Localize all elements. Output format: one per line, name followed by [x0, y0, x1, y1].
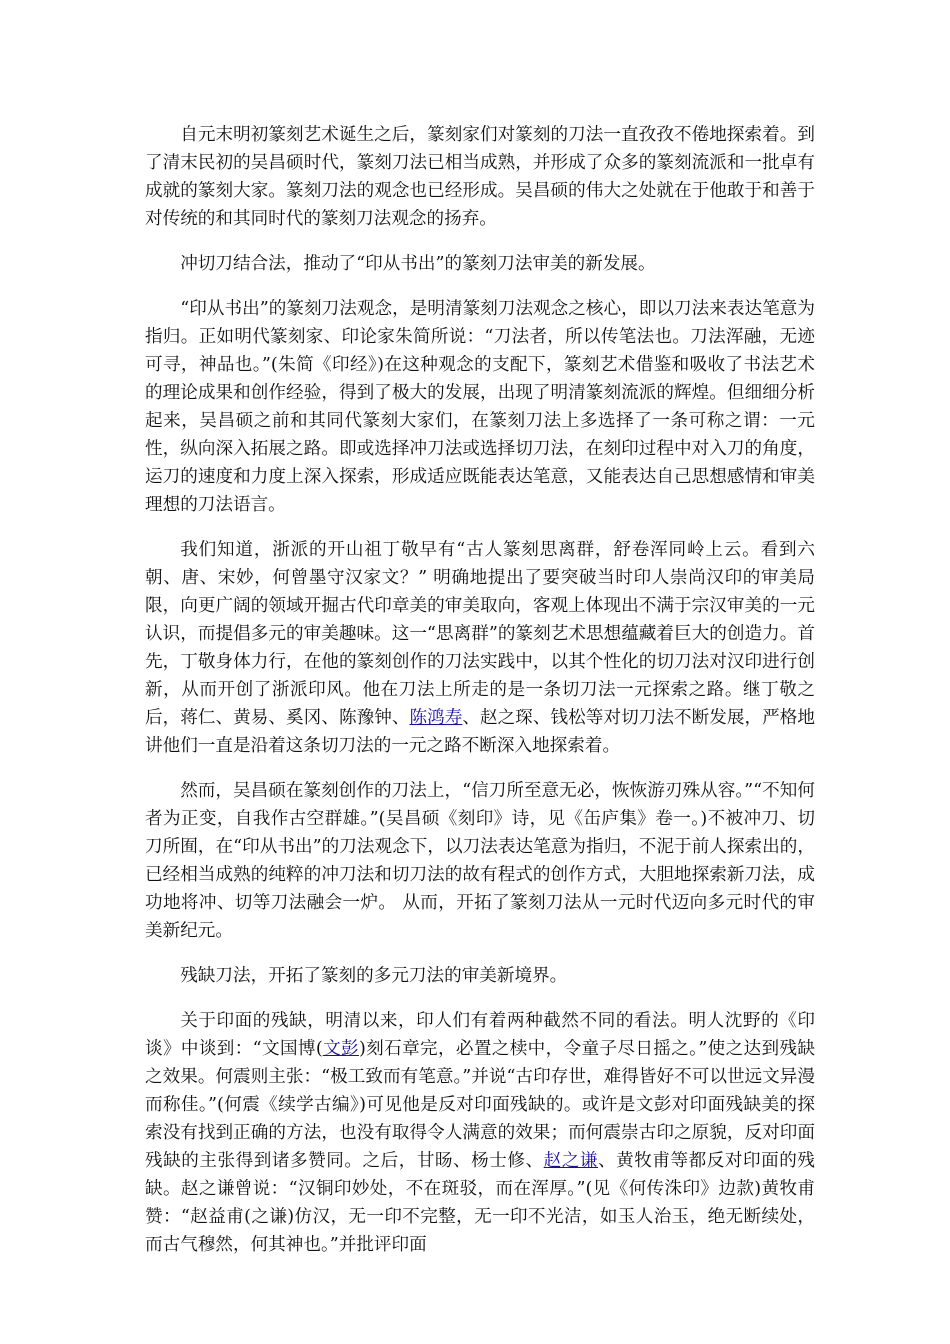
paragraph: [145, 250, 815, 278]
paragraph-text: 、赵之琛、钱松等对切刀法不断发展，严格地讲他们一直是沿着这条切刀法的一元之路不断深入地探索着。: [145, 708, 815, 756]
paragraph-text: 、黄牧甫等都反对印面的残缺。赵之谦曾说：“汉铜印妙处，不在斑驳，而在浑厚。”(见《何传洙印》边款)黄牧甫赞：“赵益甫(之谦)仿汉，无一印不完整，无一印不光洁，如玉人治玉，绝无断续处，而古气穆然，何其神也。”并批评印面: [145, 1151, 815, 1255]
paragraph-text: 我们知道，浙派的开山祖丁敬早有“古人篆刻思离群，舒卷浑同岭上云。看到六朝、唐、宋妙，何曾墨守汉家文？” 明确地提出了要突破当时印人崇尚汉印的审美局限，向更广阔的领域开掘古代印章美的审美取向，客观上体现出不满于宗汉审美的一元认识，而提倡多元的审美趣味。这一“思离群”的篆刻艺术思想蕴藏着巨大的创造力。首先，丁敬身体力行，在他的篆刻创作的刀法实践中，以其个性化的切刀法对汉印进行创新，从而开创了浙派印风。他在刀法上所走的是一条切刀法一元探索之路。继丁敬之后，蒋仁、黄易、奚冈、陈豫钟、: [145, 540, 815, 728]
paragraph-text: 冲切刀结合法，推动了“印从书出”的篆刻刀法审美的新发展。: [180, 254, 656, 274]
inline-link[interactable]: 赵之谦: [543, 1151, 599, 1171]
document-body: [145, 121, 815, 1259]
paragraph-text: 残缺刀法，开拓了篆刻的多元刀法的审美新境界。: [180, 966, 568, 986]
paragraph-text: “印从书出”的篆刻刀法观念，是明清篆刻刀法观念之核心，即以刀法来表达笔意为指归。正如明代篆刻家、印论家朱简所说：“刀法者，所以传笔法也。刀法浑融，无迹可寻，神品也。”(朱简《印经》)在这种观念的支配下，篆刻艺术借鉴和吸收了书法艺术的理论成果和创作经验，得到了极大的发展，出现了明清篆刻流派的辉煌。但细细分析起来，吴昌硕之前和其同代篆刻大家们，在篆刻刀法上多选择了一条可称之谓：一元性，纵向深入拓展之路。即或选择冲刀法或选择切刀法，在刻印过程中对入刀的角度，运刀的速度和力度上深入探索，形成适应既能表达笔意，又能表达自己思想感情和审美理想的刀法语言。: [145, 299, 815, 515]
paragraph-text: )刻石章完，必置之椟中，令童子尽日摇之。”使之达到残缺之效果。何震则主张：“极工致而有笔意。”并说“古印存世，难得皆好不可以世远文异漫而称佳。”(何震《续学古编》)可见他是反对印面残缺的。或许是文彭对印面残缺美的探索没有找到正确的方法，也没有取得令人满意的效果；而何震崇古印之原貌，反对印面残缺的主张得到诸多赞同。之后，甘旸、杨士修、: [145, 1039, 815, 1171]
inline-link[interactable]: 文彭: [322, 1039, 359, 1059]
paragraph: [145, 777, 815, 945]
paragraph: [145, 121, 815, 233]
paragraph-text: 关于印面的残缺，明清以来，印人们有着两种截然不同的看法。明人沈野的《印谈》中谈到：“文国博(: [145, 1011, 815, 1059]
paragraph-text: 自元末明初篆刻艺术诞生之后，篆刻家们对篆刻的刀法一直孜孜不倦地探索着。到了清末民初的吴昌硕时代，篆刻刀法已相当成熟，并形成了众多的篆刻流派和一批卓有成就的篆刻大家。篆刻刀法的观念也已经形成。吴昌硕的伟大之处就在于他敢于和善于对传统的和其同时代的篆刻刀法观念的扬弃。: [145, 125, 815, 229]
paragraph: [145, 962, 815, 990]
paragraph: [145, 295, 815, 519]
inline-link[interactable]: 陈鸿寿: [409, 708, 463, 728]
paragraph-text: 然而，吴昌硕在篆刻创作的刀法上，“信刀所至意无必，恢恢游刃殊从容。”“不知何者为正变，自我作古空群雄。”(吴昌硕《刻印》诗，见《缶庐集》卷一。)不被冲刀、切刀所囿，在“印从书出”的刀法观念下，以刀法表达笔意为指归，不泥于前人探索出的，已经相当成熟的纯粹的冲刀法和切刀法的故有程式的创作方式，大胆地探索新刀法，成功地将冲、切等刀法融会一炉。 从而，开拓了篆刻刀法从一元时代迈向多元时代的审美新纪元。: [145, 781, 815, 941]
paragraph: [145, 536, 815, 760]
paragraph: [145, 1007, 815, 1259]
